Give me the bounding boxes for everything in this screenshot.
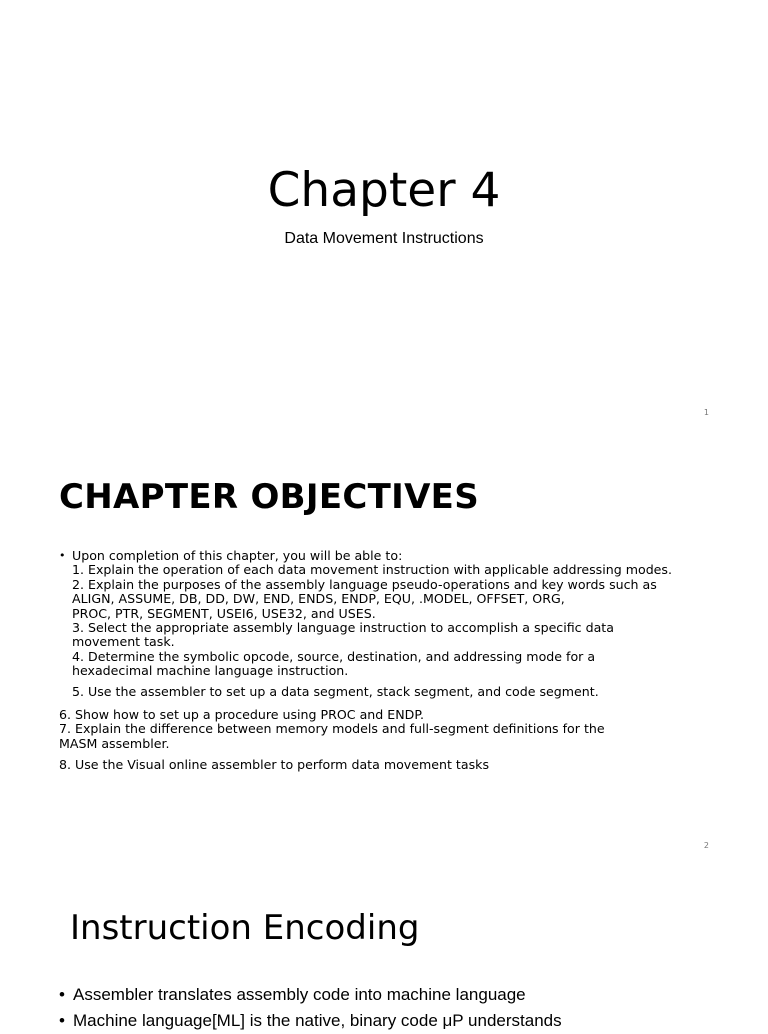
bullet: • <box>59 1011 65 1030</box>
objective-8: 8. Use the Visual online assembler to perform data movement tasks <box>59 757 490 772</box>
objective-2-line-3: PROC, PTR, SEGMENT, USEI6, USE32, and USES. <box>72 605 376 621</box>
list-item <box>59 982 562 1008</box>
objective-3-line-2: movement task. <box>72 634 175 650</box>
objectives-list-continued <box>59 708 719 751</box>
objectives-heading: CHAPTER OBJECTIVES <box>59 477 479 517</box>
objective-7-line-1: 7. Explain the difference between memory models and full-segment definitions for the <box>59 721 605 737</box>
slide-objectives <box>0 433 768 866</box>
page-number: 2 <box>703 841 709 850</box>
list-item <box>59 1008 562 1034</box>
slide-title <box>0 0 768 433</box>
objective-2-line-1: 2. Explain the purposes of the assembly language pseudo-operations and key words such as <box>72 576 657 592</box>
page-number: 1 <box>703 408 709 417</box>
objective-3-line-1: 3. Select the appropriate assembly language instruction to accomplish a specific data <box>72 620 614 636</box>
bullet: • <box>59 549 66 562</box>
objective-4-line-2: hexadecimal machine language instruction. <box>72 663 349 679</box>
objectives-list <box>59 549 719 679</box>
objective-2-line-2: ALIGN, ASSUME, DB, DD, DW, END, ENDS, ENDP, EQU, .MODEL, OFFSET, ORG, <box>72 591 565 607</box>
objectives-intro: Upon completion of this chapter, you will be able to: <box>72 548 403 563</box>
slide-title-heading: Chapter 4 <box>267 163 501 218</box>
bullet: • <box>59 985 65 1004</box>
objective-6: 6. Show how to set up a procedure using PROC and ENDP. <box>59 707 424 722</box>
objective-5: 5. Use the assembler to set up a data segment, stack segment, and code segment. <box>72 684 599 699</box>
slide-instruction-encoding <box>0 866 768 1030</box>
objective-4-line-1: 4. Determine the symbolic opcode, source, destination, and addressing mode for a <box>72 648 596 664</box>
encoding-heading: Instruction Encoding <box>70 908 420 948</box>
encoding-bullet-list <box>59 982 562 1034</box>
list-item-text: Machine language[ML] is the native, binary code μP understands <box>73 1011 562 1030</box>
objective-7-line-2: MASM assembler. <box>59 735 170 751</box>
objective-1: 1. Explain the operation of each data movement instruction with applicable addressing modes. <box>72 562 672 578</box>
list-item-text: Assembler translates assembly code into machine language <box>73 985 526 1004</box>
slide-subtitle: Data Movement Instructions <box>284 230 484 247</box>
